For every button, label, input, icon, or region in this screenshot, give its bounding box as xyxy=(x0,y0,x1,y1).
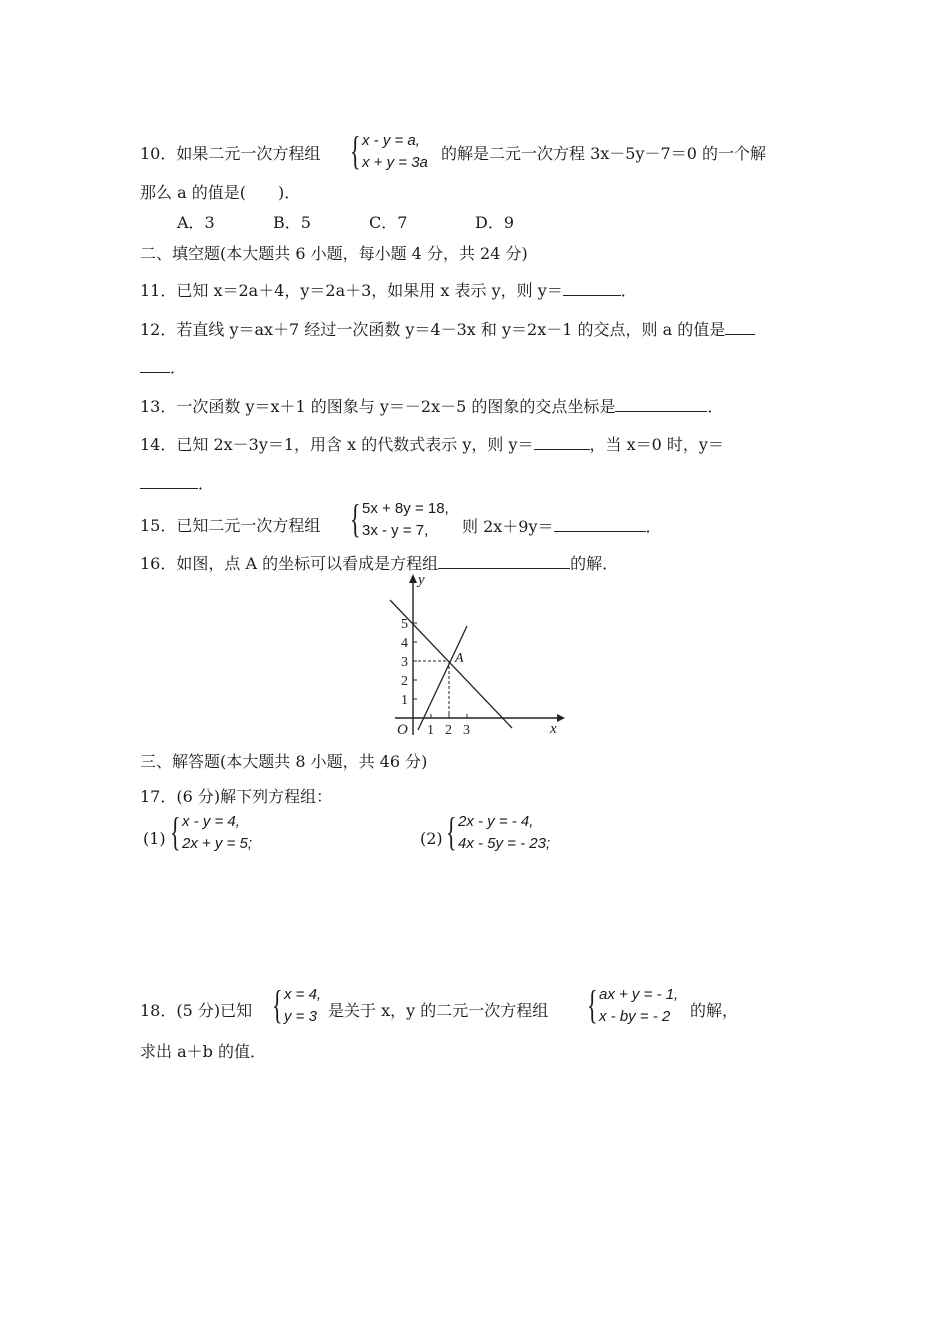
q10-line2: 那么 a 的值是( )． xyxy=(140,183,301,202)
q17-part1-system xyxy=(170,811,280,857)
q15-eq1: 5x + 8y = 18, xyxy=(362,500,449,517)
q11-end: ． xyxy=(620,281,637,300)
q18-s1-eq1: x = 4, xyxy=(284,986,322,1003)
y-axis-label: y xyxy=(418,572,425,588)
q13-end: ． xyxy=(707,397,724,416)
x-tick-label: 3 xyxy=(463,723,470,738)
origin-label: O xyxy=(397,722,408,738)
q12-end: ． xyxy=(170,358,187,377)
q12-text: 12．若直线 y＝ax＋7 经过一次函数 y＝4－3x 和 y＝2x－1 的交点，则 a 的值是 xyxy=(140,320,726,339)
q10-suffix: 的解是二元一次方程 3x－5y－7＝0 的一个解 xyxy=(441,144,766,163)
q14 xyxy=(140,433,724,456)
q18-s1-eq2: y = 3 xyxy=(284,1008,317,1025)
y-tick-label: 1 xyxy=(401,693,408,708)
q11-text: 11．已知 x＝2a＋4，y＝2a＋3，如果用 x 表示 y，则 y＝ xyxy=(140,281,563,300)
y-axis-arrow-icon xyxy=(409,574,417,583)
q14-answer-blank-1[interactable] xyxy=(534,433,590,450)
brace-icon: { xyxy=(350,128,361,173)
q14-end: ． xyxy=(198,474,215,493)
y-tick-label: 4 xyxy=(401,636,408,651)
q14-cont xyxy=(140,472,214,495)
q16-answer-blank[interactable] xyxy=(438,552,570,569)
q14-answer-blank-2[interactable] xyxy=(140,472,198,489)
q17-p1-eq1: x - y = 4, xyxy=(182,813,240,830)
q17-part2-label: (2) xyxy=(420,829,443,848)
brace-icon: { xyxy=(446,809,457,854)
q10-prefix: 10．如果二元一次方程组 xyxy=(140,144,321,163)
q10-option-a: A．3 xyxy=(177,213,215,232)
x-tick-label: 2 xyxy=(445,723,452,738)
q15-prefix: 15．已知二元一次方程组 xyxy=(140,516,321,535)
q18-s2-eq2: x - by = - 2 xyxy=(599,1008,671,1025)
q14-text2: ，当 x＝0 时，y＝ xyxy=(589,435,724,454)
brace-icon: { xyxy=(170,809,181,854)
q17-part2-system xyxy=(446,811,586,857)
q18-s2-eq1: ax + y = - 1, xyxy=(599,986,679,1003)
q17-p2-eq1: 2x - y = - 4, xyxy=(458,813,534,830)
y-tick-label: 2 xyxy=(401,674,408,689)
increasing-line xyxy=(418,626,467,730)
q18-solution-system xyxy=(272,984,332,1030)
q18-suffix: 的解， xyxy=(690,1001,739,1020)
q15-answer-blank[interactable] xyxy=(554,515,646,532)
q15-suffix-line xyxy=(462,515,662,538)
q15-end: ． xyxy=(645,517,662,536)
q18-equation-system xyxy=(587,984,697,1030)
q17-part1-label: (1) xyxy=(143,829,166,848)
q10-eq1: x - y = a, xyxy=(362,132,420,149)
q13-answer-blank[interactable] xyxy=(615,395,707,412)
brace-icon: { xyxy=(272,982,283,1027)
point-a-label: A xyxy=(455,651,464,666)
x-axis-label: x xyxy=(550,721,557,737)
q14-text1: 14．已知 2x－3y＝1，用含 x 的代数式表示 y，则 y＝ xyxy=(140,435,534,454)
q12-cont xyxy=(140,356,186,379)
q13-text: 13．一次函数 y＝x＋1 的图象与 y＝－2x－5 的图象的交点坐标是 xyxy=(140,397,616,416)
q11-answer-blank[interactable] xyxy=(563,279,621,296)
q16-coordinate-graph xyxy=(375,570,575,740)
q10-equation-system xyxy=(350,130,440,176)
q18-line2: 求出 a＋b 的值． xyxy=(140,1042,266,1061)
y-tick-label: 3 xyxy=(401,655,408,670)
brace-icon: { xyxy=(587,982,598,1027)
q15-equation-system xyxy=(350,498,460,544)
x-axis-arrow-icon xyxy=(557,714,565,722)
q16-end: 的解． xyxy=(570,554,619,573)
q17-title: 17．(6 分)解下列方程组： xyxy=(140,787,333,806)
q12-answer-blank-cont[interactable] xyxy=(140,356,170,373)
q12-answer-blank[interactable] xyxy=(725,318,755,335)
q17-p1-eq2: 2x + y = 5; xyxy=(182,835,253,852)
y-tick-label: 5 xyxy=(401,617,408,632)
q10-eq2: x + y = 3a xyxy=(362,154,428,171)
q18-middle: 是关于 x，y 的二元一次方程组 xyxy=(328,1001,549,1020)
q18-prefix: 18．(5 分)已知 xyxy=(140,1001,253,1020)
q15-eq2: 3x - y = 7, xyxy=(362,522,429,539)
q17-p2-eq2: 4x - 5y = - 23; xyxy=(458,835,551,852)
decreasing-line xyxy=(390,600,512,728)
brace-icon: { xyxy=(350,496,361,541)
q13 xyxy=(140,395,723,418)
section-3-heading: 三、解答题(本大题共 8 小题，共 46 分) xyxy=(140,752,428,771)
q16-text: 16．如图，点 A 的坐标可以看成是方程组 xyxy=(140,554,439,573)
q12 xyxy=(140,318,755,341)
q11 xyxy=(140,279,637,302)
q10-option-d: D．9 xyxy=(475,213,515,232)
q15-suffix: 则 2x＋9y＝ xyxy=(462,517,554,536)
q10-option-c: C．7 xyxy=(369,213,408,232)
q10-option-b: B．5 xyxy=(273,213,311,232)
section-2-heading: 二、填空题(本大题共 6 小题，每小题 4 分，共 24 分) xyxy=(140,244,528,263)
x-tick-label: 1 xyxy=(427,723,434,738)
